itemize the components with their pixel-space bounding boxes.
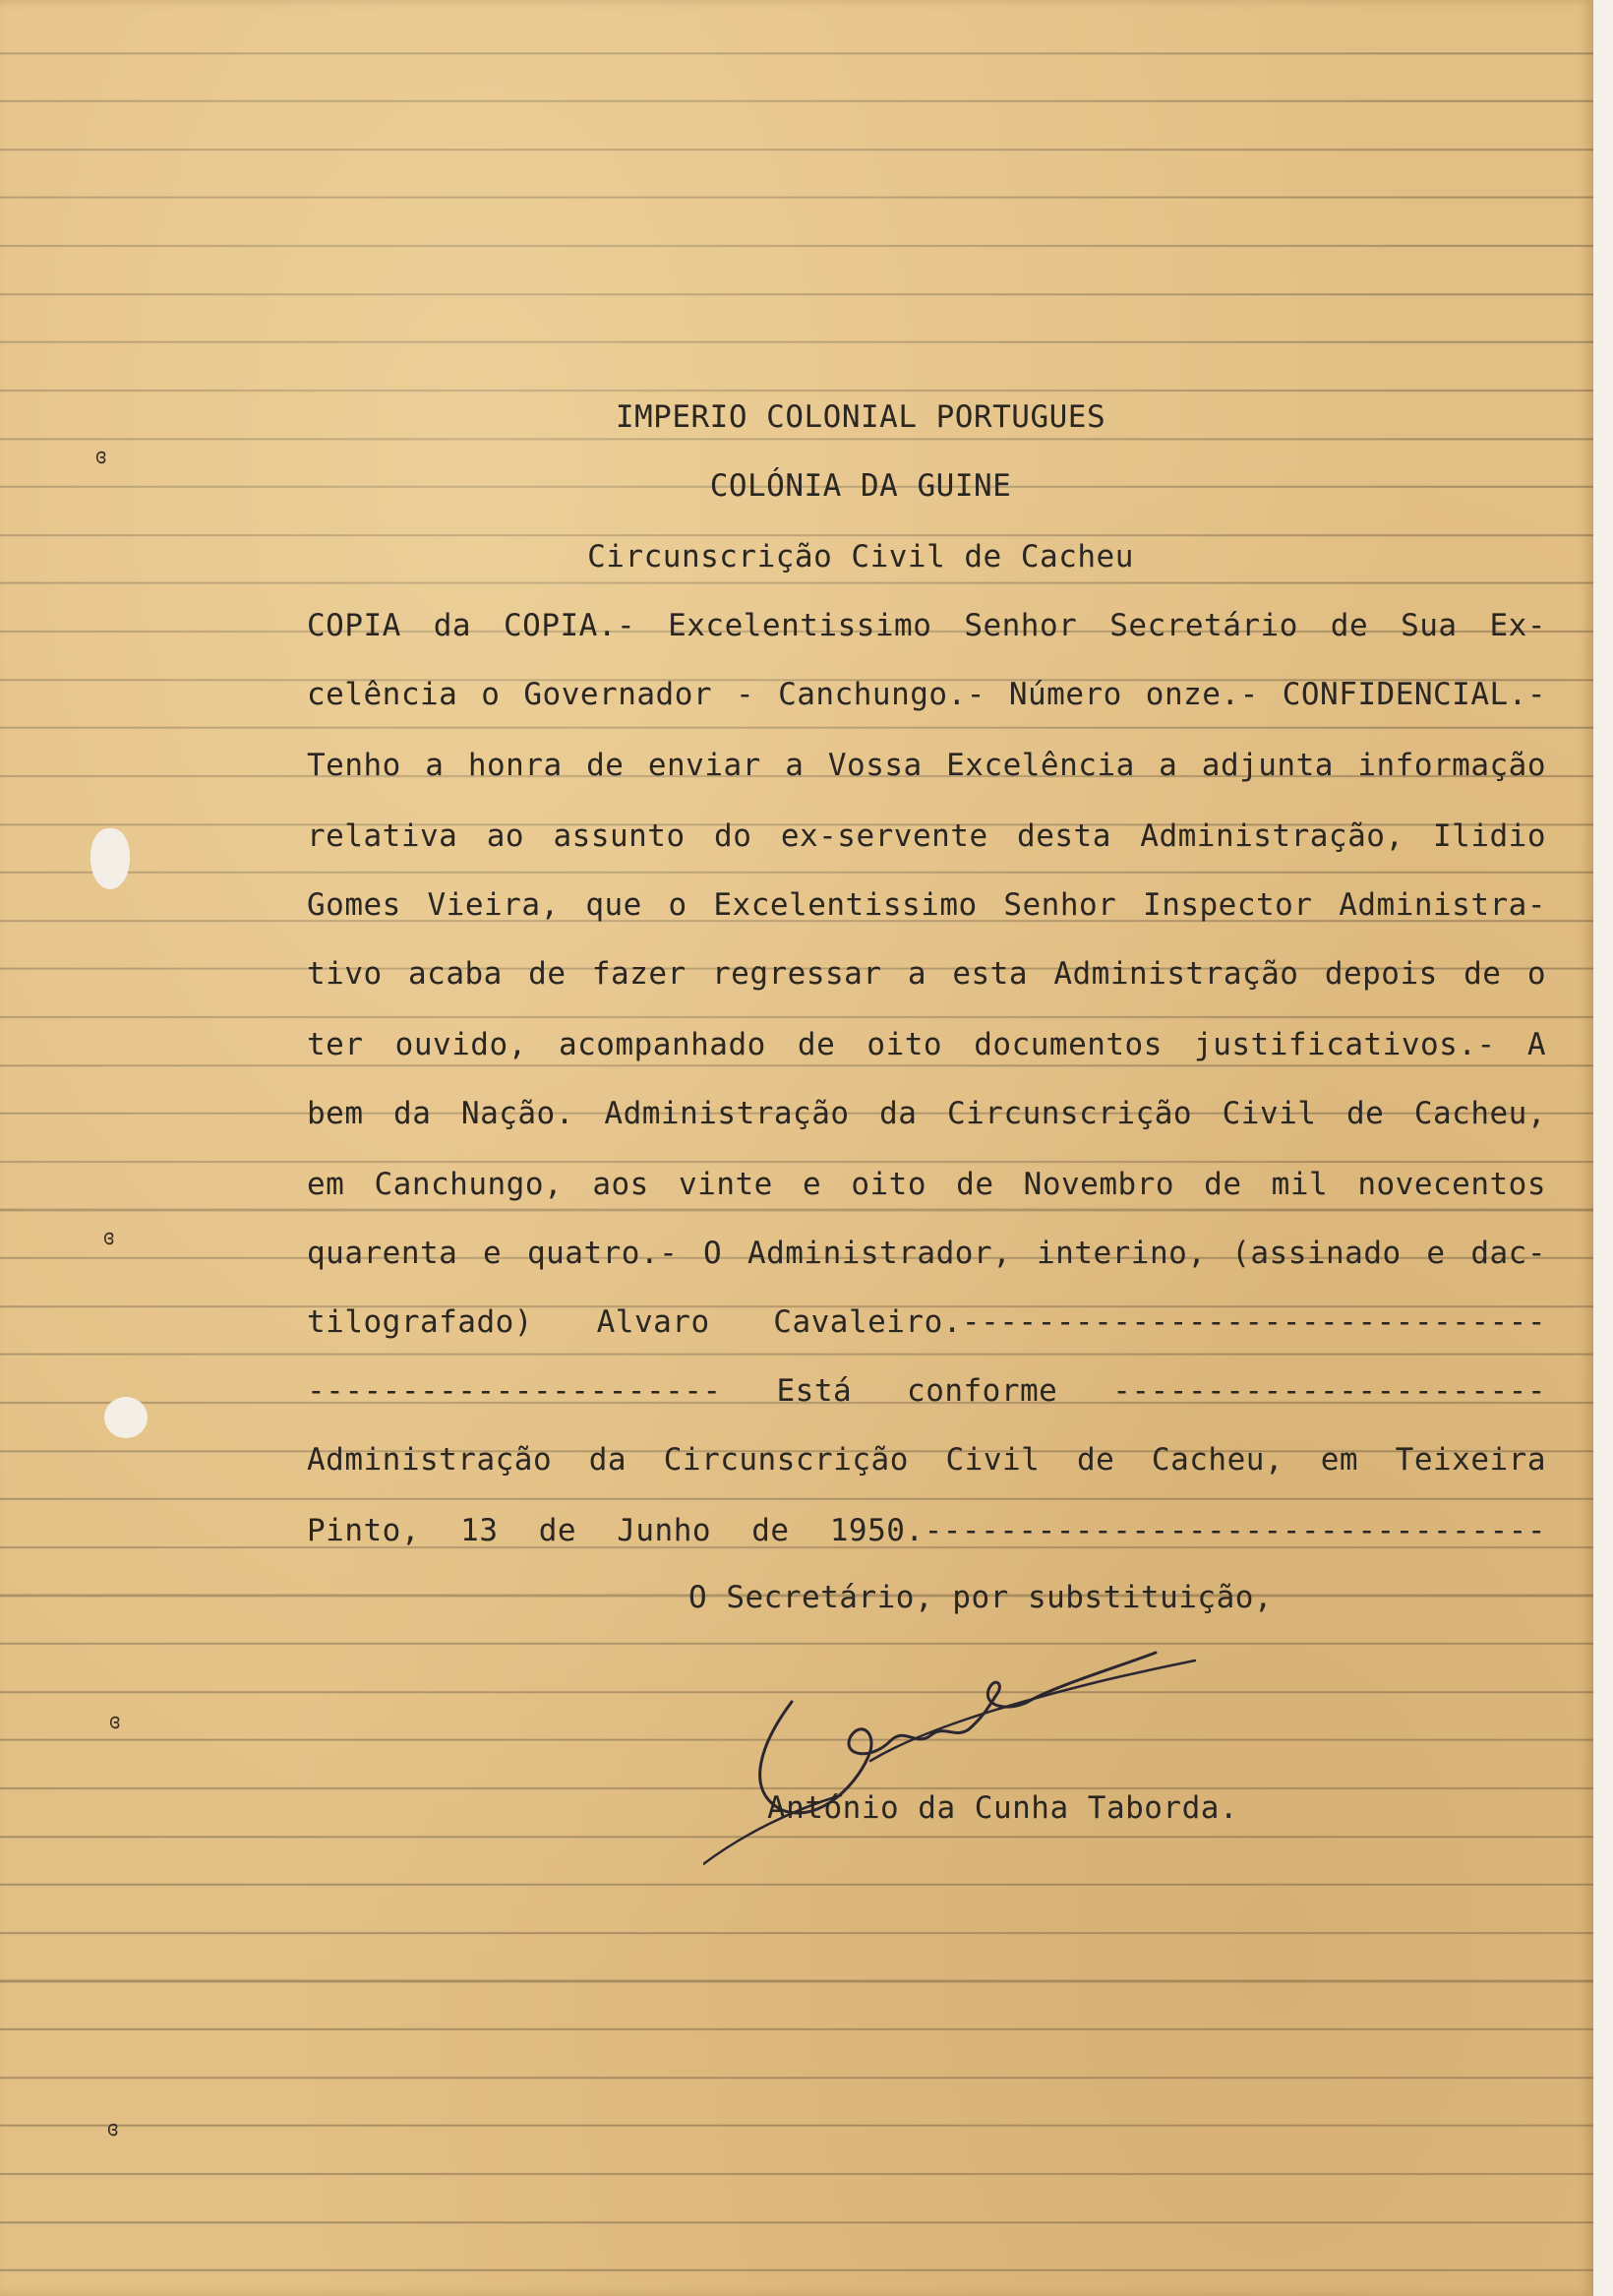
body-line: COPIA da COPIA.- Excelentissimo Senhor Secretário de Sua Ex- bbox=[307, 608, 1546, 643]
punch-hole-top bbox=[90, 828, 130, 889]
header-district: Circunscrição Civil de Cacheu bbox=[587, 539, 1134, 574]
body-line: tilografado) Alvaro Cavaleiro.------------------------------- bbox=[307, 1304, 1546, 1340]
margin-mark: ɞ bbox=[94, 445, 108, 469]
body-line: em Canchungo, aos vinte e oito de Novembro de mil novecentos bbox=[307, 1167, 1546, 1202]
body-line: Pinto, 13 de Junho de 1950.--------------------------------- bbox=[307, 1513, 1546, 1548]
handwritten-signature bbox=[703, 1613, 1313, 1869]
margin-mark: ɞ bbox=[102, 1226, 116, 1250]
margin-mark: ɞ bbox=[108, 1710, 122, 1734]
body-line: Administração da Circunscrição Civil de Cacheu, em Teixeira bbox=[307, 1442, 1546, 1478]
body-line: ter ouvido, acompanhado de oito documentos justificativos.- A bbox=[307, 1027, 1546, 1062]
body-line: quarenta e quatro.- O Administrador, interino, (assinado e dac- bbox=[307, 1236, 1546, 1271]
page-edge bbox=[1593, 0, 1613, 2296]
body-line: Gomes Vieira, que o Excelentissimo Senhor Inspector Administra- bbox=[307, 887, 1546, 923]
body-line: celência o Governador - Canchungo.- Número onze.- CONFIDENCIAL.- bbox=[307, 677, 1546, 712]
punch-hole-bottom bbox=[104, 1397, 148, 1438]
body-line: ---------------------- Está conforme ----------------------- bbox=[307, 1373, 1546, 1409]
body-line: relativa ao assunto do ex-servente desta Administração, Ilidio bbox=[307, 818, 1546, 854]
margin-mark: ɞ bbox=[106, 2117, 120, 2142]
closing-role: O Secretário, por substituição, bbox=[688, 1580, 1274, 1615]
body-line: bem da Nação. Administração da Circunscrição Civil de Cacheu, bbox=[307, 1096, 1546, 1131]
body-line: tivo acaba de fazer regressar a esta Administração depois de o bbox=[307, 956, 1546, 992]
closing-name: António da Cunha Taborda. bbox=[767, 1790, 1239, 1826]
body-line: Tenho a honra de enviar a Vossa Excelência a adjunta informação bbox=[307, 748, 1546, 783]
header-empire: IMPERIO COLONIAL PORTUGUES bbox=[615, 399, 1106, 435]
header-colony: COLÓNIA DA GUINE bbox=[709, 468, 1012, 504]
